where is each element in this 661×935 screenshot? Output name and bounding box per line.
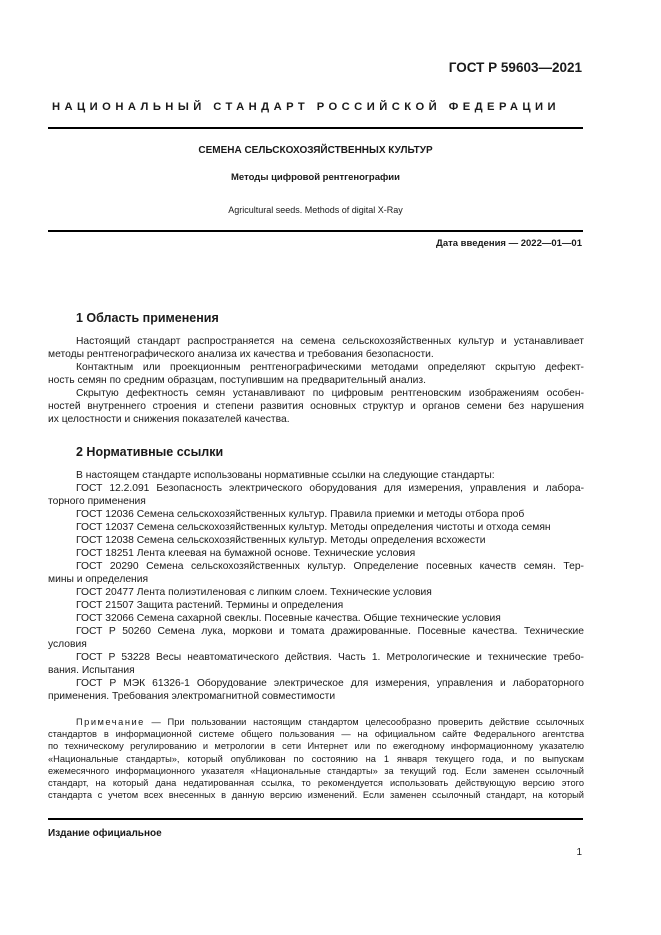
reference-line: ГОСТ 12036 Семена сельскохозяйственных культур. Правила приемки и методы отбора проб [76, 509, 525, 520]
section-heading-normative-references: 2 Нормативные ссылки [76, 445, 224, 459]
national-standard-banner: НАЦИОНАЛЬНЫЙ СТАНДАРТ РОССИЙСКОЙ ФЕДЕРАЦИИ [52, 101, 561, 113]
note-line: стандартов в информационной системе общего пользования — на официальном сайте Федерального агентства [48, 729, 584, 740]
note-line: стандарта с учетом всех внесенных в данную версию изменений. Если заменен ссылочный стандарт, на который [48, 790, 584, 801]
section-body-scope [48, 335, 584, 430]
official-edition-label: Издание официальное [48, 828, 162, 839]
paragraph-line: их целостности и снижения показателей качества. [48, 414, 290, 425]
reference-line: ГОСТ 21507 Защита растений. Термины и определения [76, 600, 344, 611]
reference-line: применения. Требования электромагнитной совместимости [48, 691, 336, 702]
note-line: по техническому регулированию и метрологии в сети Интернет или по ежегодному информационному указателю [48, 741, 584, 752]
reference-line: ГОСТ 20290 Семена сельскохозяйственных культур. Определение посевных качеств семян. Тер- [76, 561, 584, 572]
paragraph-line: ность семян по средним образцам, поступившим на предварительный анализ. [48, 375, 426, 386]
reference-line: ГОСТ 12038 Семена сельскохозяйственных культур. Методы определения всхожести [76, 535, 486, 546]
header-divider [48, 127, 583, 129]
paragraph-line: методы рентгенографического анализа их качества и требования безопасности. [48, 349, 434, 360]
reference-line: условия [48, 639, 87, 650]
paragraph-line: Настоящий стандарт распространяется на семена сельскохозяйственных культур и устанавливает [76, 336, 584, 347]
reference-line: ГОСТ 32066 Семена сахарной свеклы. Посевные качества. Общие технические условия [76, 613, 501, 624]
reference-line: ГОСТ Р 50260 Семена лука, моркови и томата дражированные. Посевные качества. Технические [76, 626, 584, 637]
introduction-date: Дата введения — 2022—01—01 [436, 238, 582, 249]
note-line: ежемесячного информационного указателя «Национальные стандарты» за текущий год. Если заменен ссылочный [48, 765, 584, 776]
note-line: стандарт, на который дана недатированная ссылка, то рекомендуется использовать действующую версию этого [48, 778, 584, 788]
paragraph-line: ностей внутреннего строения и степени развития основных структур и органов семени без нарушения [48, 401, 584, 412]
reference-line: ГОСТ Р МЭК 61326-1 Оборудование электрическое для измерения, управления и лабораторного [76, 678, 584, 689]
reference-line: торного применения [48, 496, 146, 507]
reference-line: ГОСТ 12037 Семена сельскохозяйственных культур. Методы определения чистоты и отхода семян [76, 522, 551, 533]
reference-line: мины и определения [48, 574, 149, 585]
reference-line: ГОСТ 18251 Лента клеевая на бумажной основе. Технические условия [76, 548, 416, 559]
document-title: СЕМЕНА СЕЛЬСКОХОЗЯЙСТВЕННЫХ КУЛЬТУР [198, 145, 433, 156]
title-divider [48, 230, 583, 232]
reference-line: ГОСТ Р 53228 Весы неавтоматического действия. Часть 1. Метрологические и технические требо- [76, 652, 584, 663]
document-title-english: Agricultural seeds. Methods of digital X-Ray [228, 205, 403, 215]
paragraph-line: Скрытую дефектность семян устанавливают по цифровым рентгеновским изображениям особен- [76, 388, 584, 399]
note-first-line [48, 716, 584, 728]
note-block [48, 716, 584, 816]
document-number: ГОСТ Р 59603—2021 [448, 60, 582, 75]
section-heading-scope: 1 Область применения [76, 311, 219, 325]
note-line: «Национальные стандарты», который опубликован по состоянию на 1 января текущего года, и по выпускам [48, 753, 584, 764]
section-body-normative-references [48, 469, 584, 709]
note-first-line-text: — При пользовании настоящим стандартом целесообразно проверить действие ссылочных [151, 717, 584, 727]
footer-divider [48, 818, 583, 820]
document-subtitle: Методы цифровой рентгенографии [231, 172, 400, 183]
page-number: 1 [576, 847, 582, 858]
paragraph-line: Контактным или проекционным рентгенографическими методами определяют скрытую дефект- [76, 362, 584, 373]
note-label: Примечание [76, 717, 145, 727]
reference-line: ГОСТ 20477 Лента полиэтиленовая с липким слоем. Технические условия [76, 587, 432, 598]
reference-line: вания. Испытания [48, 665, 135, 676]
reference-line: В настоящем стандарте использованы нормативные ссылки на следующие стандарты: [76, 470, 495, 481]
reference-line: ГОСТ 12.2.091 Безопасность электрического оборудования для измерения, управления и лабора- [76, 483, 584, 494]
